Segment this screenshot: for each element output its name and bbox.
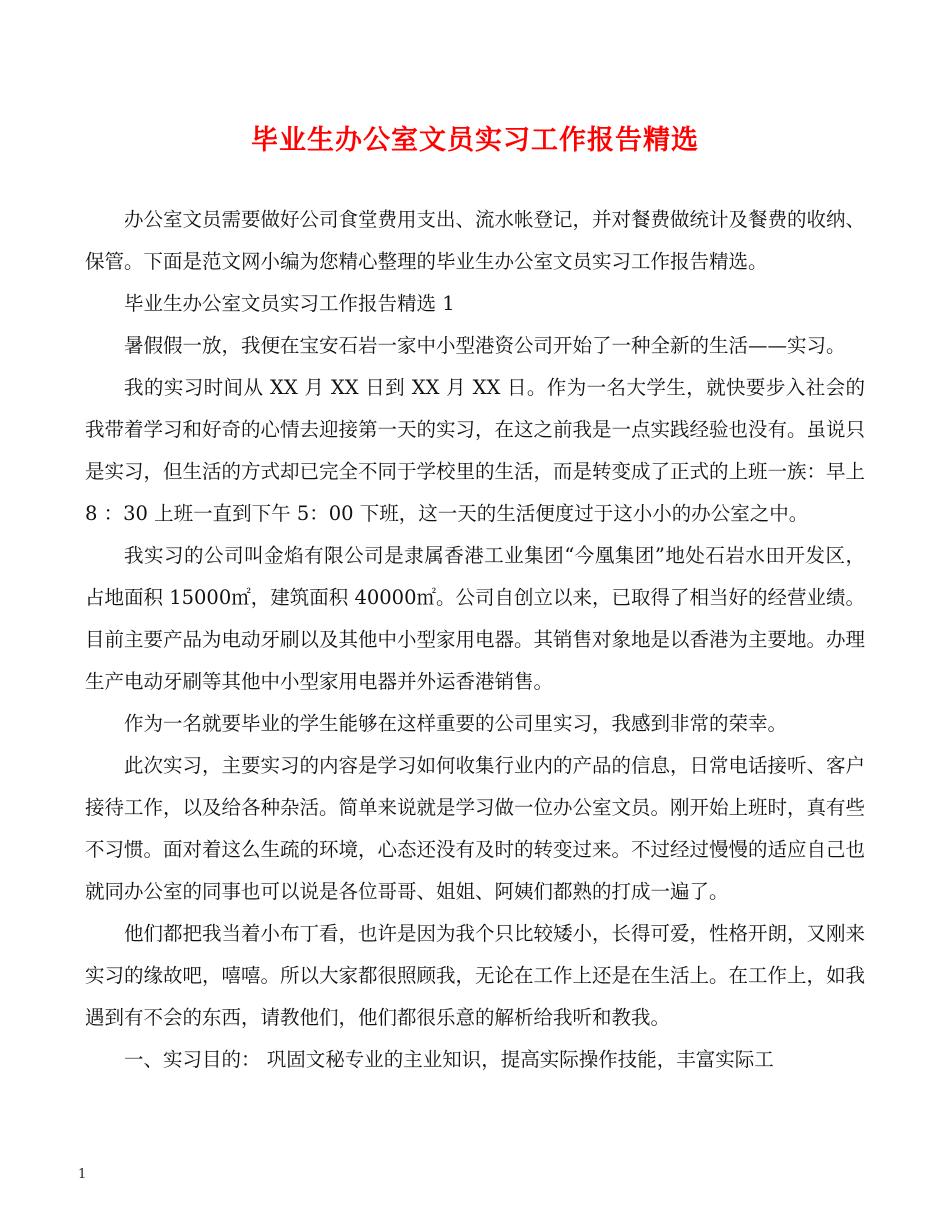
paragraph: 我实习的公司叫金焰有限公司是隶属香港工业集团“今凰集团”地处石岩水田开发区，占地面积 15000㎡，建筑面积 40000㎡。公司自创立以来，已取得了相当好的经营业绩。目前主要产品为电动牙刷以及其他中小型家用电器。其销售对象地是以香港为主要地。办理生产电动牙刷等其他中小型家用电器并外运香港销售。 (85, 544, 866, 693)
paragraph: 毕业生办公室文员实习工作报告精选 1 (124, 292, 455, 315)
page-title: 毕业生办公室文员实习工作报告精选 (251, 125, 699, 156)
paragraph: 他们都把我当着小布丁看，也许是因为我个只比较矮小，长得可爱，性格开朗，又刚来实习的缘故吧，嘻嘻。所以大家都很照顾我，无论在工作上还是在生活上。在工作上，如我遇到有不会的东西，请教他们，他们都很乐意的解析给我听和教我。 (85, 922, 866, 1029)
paragraph: 办公室文员需要做好公司食堂费用支出、流水帐登记，并对餐费做统计及餐费的收纳、保管。下面是范文网小编为您精心整理的毕业生办公室文员实习工作报告精选。 (85, 208, 866, 273)
paragraph: 一、实习目的： 巩固文秘专业的主业知识，提高实际操作技能，丰富实际工 (124, 1048, 774, 1071)
paragraph: 暑假假一放，我便在宝安石岩一家中小型港资公司开始了一种全新的生活——实习。 (124, 334, 846, 357)
page-number: 1 (78, 1167, 87, 1182)
paragraph: 我的实习时间从 XX 月 XX 日到 XX 月 XX 日。作为一名大学生，就快要步入社会的我带着学习和好奇的心情去迎接第一天的实习，在这之前我是一点实践经验也没有。虽说只是实习，但生活的方式却已完全不同于学校里的生活，而是转变成了正式的上班一族：早上 8 ：30 上班一直到下午 5：00 下班，这一天的生活便度过于这小小的办公室之中。 (85, 376, 866, 525)
document-body (85, 157, 865, 1081)
paragraph: 作为一名就要毕业的学生能够在这样重要的公司里实习，我感到非常的荣幸。 (124, 712, 788, 735)
paragraph: 此次实习，主要实习的内容是学习如何收集行业内的产品的信息，日常电话接听、客户接待工作，以及给各种杂活。简单来说就是学习做一位办公室文员。刚开始上班时，真有些不习惯。面对着这么生疏的环境，心态还没有及时的转变过来。不过经过慢慢的适应自己也就同办公室的同事也可以说是各位哥哥、姐姐、阿姨们都熟的打成一遍了。 (85, 754, 866, 903)
